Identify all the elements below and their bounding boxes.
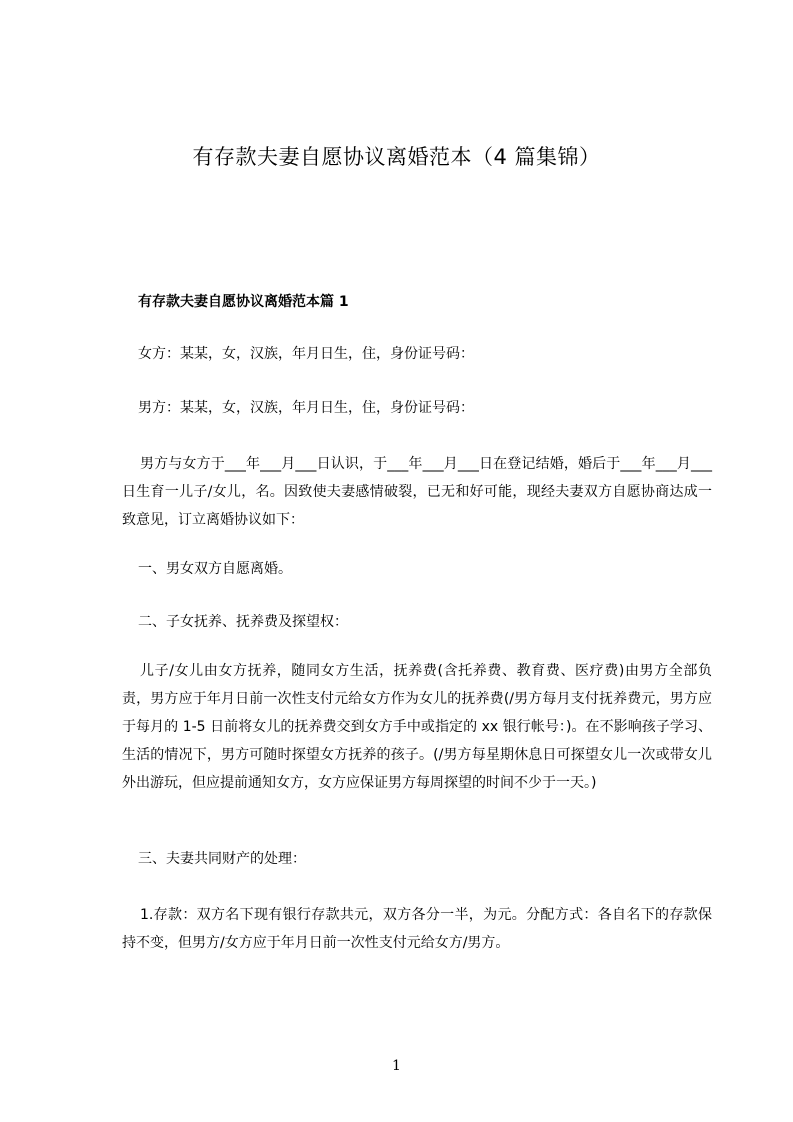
clause-2-paragraph: 儿子/女儿由女方抚养，随同女方生活，抚养费(含托养费、教育费、医疗费)由男方全部负责，男方应于年月日前一次性支付元给女方作为女儿的抚养费(/男方每月支付抚养费元，男方应于每月的 1-5 日前将女儿的抚养费交到女方手中或指定的 xx 银行帐号：)。在不影响孩子学习、生活的情况下，男方可随时探望女方抚养的孩子。(/男方每星期休息日可探望女儿一次或带女儿外出游玩，但应提前通知女方，女方应保证男方每周探望的时间不少于一天。) (122, 663, 712, 791)
intro-paragraph: 男方与女方于___年___月___日认识，于___年___月___日在登记结婚，婚后于___年___月___日生育一儿子/女儿，名。因致使夫妻感情破裂，已无和好可能，现经夫妻双方自愿协商达成一致意见，订立离婚协议如下： (122, 456, 712, 528)
female-party-line: 女方：某某，女，汉族，年月日生，住，身份证号码： (138, 346, 474, 362)
clause-3: 三、夫妻共同财产的处理： (138, 851, 306, 867)
page-title: 有存款夫妻自愿协议离婚范本（4 篇集锦） (192, 145, 601, 169)
clause-1: 一、男女双方自愿离婚。 (138, 561, 292, 577)
male-party-line: 男方：某某，女，汉族，年月日生，住，身份证号码： (138, 400, 474, 416)
clause-3-item-1: 1.存款：双方名下现有银行存款共元，双方各分一半，为元。分配方式：各自名下的存款保持不变，但男方/女方应于年月日前一次性支付元给女方/男方。 (122, 907, 712, 951)
clause-2: 二、子女抚养、抚养费及探望权： (138, 614, 348, 630)
section-heading: 有存款夫妻自愿协议离婚范本篇 1 (138, 294, 349, 310)
page-number: 1 (392, 1058, 401, 1074)
